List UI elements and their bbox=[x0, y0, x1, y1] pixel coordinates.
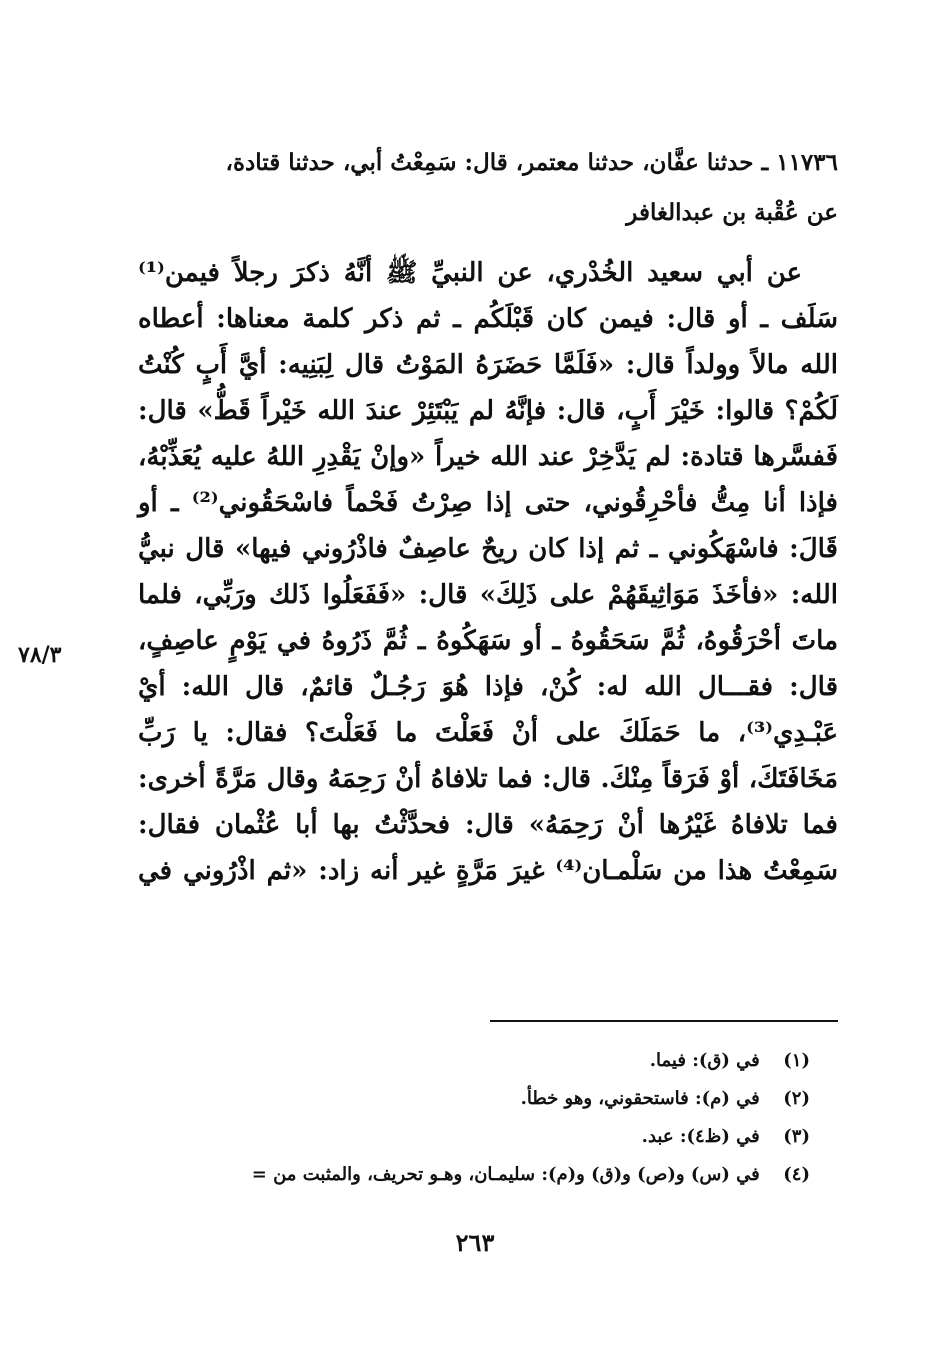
footnotes bbox=[130, 1042, 810, 1194]
text-line: عن أبي سعيد الخُدْري، عن النبيِّ ﷺ أنَّهُ ذكرَ رجلاً فيمن⁽¹⁾ bbox=[138, 258, 802, 288]
isnad-line: ١١٧٣٦ ـ حدثنا عفَّان، حدثنا معتمر، قال: سَمِعْتُ أبي، حدثنا قتادة، bbox=[225, 149, 838, 176]
footnote bbox=[130, 1118, 810, 1156]
margin-reference: ٧٨/٣ bbox=[18, 642, 62, 668]
isnad-line: عن عُقْبة بن عبدالغافر bbox=[626, 199, 838, 226]
text-line: مَخَافَتَكَ، أوْ فَرَقاً مِنْكَ. قال: فما تلافاهُ أنْ رَحِمَهُ وقال مَرَّةً أخرى: bbox=[138, 764, 838, 794]
footnote bbox=[130, 1080, 810, 1118]
footnote-text: في (ق): فيما. bbox=[649, 1050, 760, 1071]
text-line: قال: فقـــال الله له: كُنْ، فإذا هُوَ رَجُـلٌ قائمٌ، قال الله: أيْ bbox=[138, 672, 838, 702]
text-line: قَالَ: فاسْهَكُوني ـ ثم إذا كان ريحٌ عاصِفٌ فاذْرُوني فيها» قال نبيُّ bbox=[138, 534, 838, 564]
footnote-text: في (س) و(ص) و(ق) و(م): سليمـان، وهـو تحريف، والمثبت من = bbox=[251, 1164, 760, 1185]
footnote bbox=[130, 1042, 810, 1080]
text-line: فإذا أنا مِتُّ فأحْرِقُوني، حتى إذا صِرْتُ فَحْماً فاسْحَقُوني⁽²⁾ ـ أو bbox=[138, 488, 838, 518]
hadith-matn bbox=[138, 250, 838, 894]
footnote-text: في (ظ٤): عبد. bbox=[641, 1126, 760, 1147]
hadith-isnad bbox=[138, 138, 838, 238]
footnote-number: (٣) bbox=[783, 1126, 810, 1147]
text-line: عَبْـدِي⁽³⁾، ما حَمَلَكَ على أنْ فَعَلْتَ ما فَعَلْتَ؟ فقال: يا رَبِّ bbox=[138, 718, 838, 748]
footnote-divider bbox=[490, 1020, 838, 1022]
text-line: فَفسَّرها قتادة: لم يَدَّخِرْ عند الله خيراً «وإنْ يَقْدِرِ اللهُ عليه يُعَذِّبْهُ، bbox=[138, 442, 838, 472]
text-line: الله مالاً وولداً قال: «فَلَمَّا حَضَرَهُ المَوْتُ قال لِبَنِيه: أيَّ أَبٍ كُنْتُ bbox=[138, 350, 838, 380]
footnote-number: (٤) bbox=[783, 1164, 810, 1185]
text-line: فما تلافاهُ غَيْرُها أنْ رَحِمَهُ» قال: فحدَّثْتُ بها أبا عُثْمان فقال: bbox=[138, 810, 838, 840]
footnote-number: (١) bbox=[783, 1050, 810, 1071]
footnote-number: (٢) bbox=[783, 1088, 810, 1109]
footnote bbox=[130, 1156, 810, 1194]
text-line: سَلَف ـ أو قال: فيمن كان قَبْلَكُم ـ ثم ذكر كلمة معناها: أعطاه bbox=[138, 304, 838, 334]
page-number: ٢٦٣ bbox=[455, 1228, 495, 1257]
text-line: سَمِعْتُ هذا من سَلْمـان⁽⁴⁾ غيرَ مَرَّةٍ غير أنه زاد: «ثم اذْرُوني في bbox=[138, 856, 838, 886]
text-line: لَكُمْ؟ قالوا: خَيْرَ أَبٍ، قال: فإنَّهُ لم يَبْتَئِرْ عندَ الله خَيْراً قَطُّ» قال: bbox=[138, 396, 838, 426]
text-line: الله: «فأخَذَ مَوَاثِيقَهُمْ على ذَلِكَ» قال: «فَفَعَلُوا ذَلك ورَبِّي، فلما bbox=[138, 580, 838, 610]
text-line: ماتَ أحْرَقُوهُ، ثُمَّ سَحَقُوهُ ـ أو سَهَكُوهُ ـ ثُمَّ ذَرُوهُ في يَوْمٍ عاصِفٍ، bbox=[138, 626, 838, 656]
footnote-text: في (م): فاستحقوني، وهو خطأ. bbox=[520, 1088, 760, 1109]
